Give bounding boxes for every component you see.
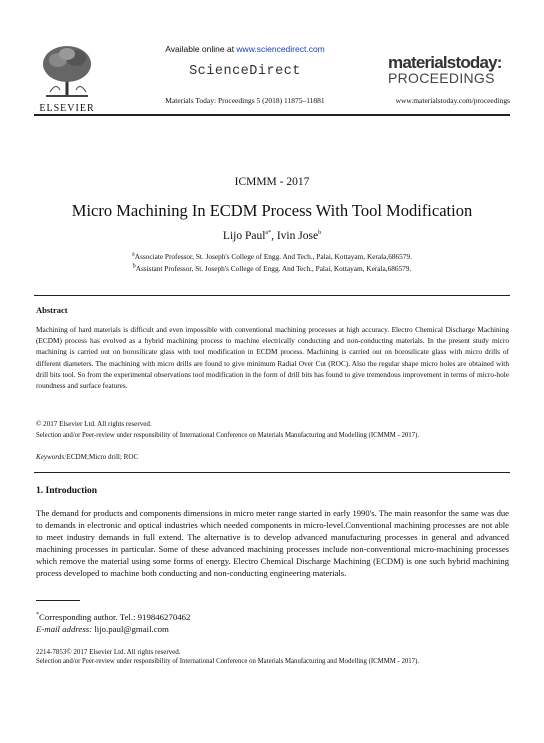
- authors: Lijo Paul$^{a*}$, Ivin Jose$^b$: [222, 230, 322, 242]
- keywords-list: ECDM;Micro drill; ROC: [66, 453, 139, 461]
- journal-url[interactable]: www.materialstoday.com/proceedings: [395, 96, 510, 105]
- abstract-bottom-rule: [34, 472, 510, 473]
- elsevier-wordmark: ELSEVIER: [39, 103, 95, 114]
- paper-title: Micro Machining In ECDM Process With Tool Modification: [71, 201, 473, 220]
- brand-main: materialstoday:: [388, 53, 502, 72]
- header-rule: [34, 114, 510, 116]
- footnote-email: [36, 624, 169, 634]
- keywords-label: Keywords:: [36, 453, 67, 461]
- footer-issn: 2214-7853© 2017 Elsevier Ltd. All rights reserved.: [36, 648, 181, 656]
- affiliation-a: $^a$Associate Professor, St. Joseph's College of Engg. And Tech., Palai, Kottayam, Kerala,686579.: [132, 251, 412, 261]
- intro-text: The demand for products and components dimensions in micro meter range started in early 1990's. The main reasonfor the same was due to demands in electronic and optical industries which needed components in micro-level.Conventional machining processes are not able to meet industry demands in full extend. The alternative is to develop advanced manufacturing processes in general and advanced machining processes in particular. Some of these advanced machining processes include non-conventional micro-machining processes which remove the material using some forms of energy. Electro Chemical Discharge Machining (ECDM) is one such hybrid machining process developed to machine both conducting and non-conducting engineering materials.: [36, 508, 509, 579]
- elsevier-tree-icon: [36, 42, 98, 98]
- materialstoday-brand: [388, 54, 508, 85]
- brand-sub: PROCEEDINGS: [388, 70, 495, 86]
- author-2-sup: b: [318, 230, 322, 237]
- intro-heading: 1. Introduction: [36, 486, 98, 496]
- available-online: Available online at www.sciencedirect.com: [165, 44, 325, 54]
- affiliation-b: $^b$Assistant Professor, St. Joseph's College of Engg. And Tech., Palai, Kottayam, Kerala,686579.: [132, 263, 412, 273]
- sciencedirect-title: ScienceDirect: [189, 64, 301, 79]
- author-2: Ivin Jose: [276, 230, 319, 242]
- email-label: E-mail address:: [36, 624, 93, 634]
- journal-reference: Materials Today: Proceedings 5 (2018) 11875–11881: [165, 96, 325, 105]
- footer-selection: Selection and/or Peer-review under responsibility of International Conference on Materials Manufacturing and Modelling (ICMMM - 2017).: [36, 658, 420, 665]
- abstract-top-rule: [34, 295, 510, 296]
- abstract-text: Machining of hard materials is difficult and even impossible with conventional machining processes at high accuracy. Electro Chemical Discharge Machining (ECDM) process has evolved as a hybrid machining process to machine electrically conducting and non-conducting materials. In the present study micro machining is carried out on borosilicate glass with tool modification in ECDM process. Machining is carried out on borosilicate glass with micro drills of different diameters. The machining with micro drills are found to give minimum Radial Over Cut (ROC). Also the regular shape micro holes are obtained with drill bits tool. So from the experimental observations tool modification in the form of drill bits has found to give tremendous improvement in terms of micro-hole roundness and surface features.: [36, 325, 509, 391]
- author-1: Lijo Paul: [222, 230, 266, 242]
- sciencedirect-link[interactable]: www.sciencedirect.com: [236, 44, 325, 54]
- copyright: © 2017 Elsevier Ltd. All rights reserved.: [36, 420, 152, 428]
- footnote-author: *Corresponding author. Tel.: 919846270462: [36, 612, 191, 622]
- keywords: [36, 453, 138, 461]
- email-address[interactable]: lijo.paul@gmail.com: [92, 624, 169, 634]
- abstract-heading: Abstract: [36, 305, 68, 315]
- selection-note: Selection and/or Peer-review under responsibility of International Conference on Materials Manufacturing and Modelling (ICMMM - 2017).: [36, 432, 420, 439]
- author-1-sup: a*: [265, 230, 272, 237]
- footnote-rule: [36, 600, 80, 601]
- elsevier-logo: [36, 42, 98, 114]
- conference-name: ICMMM - 2017: [234, 176, 310, 188]
